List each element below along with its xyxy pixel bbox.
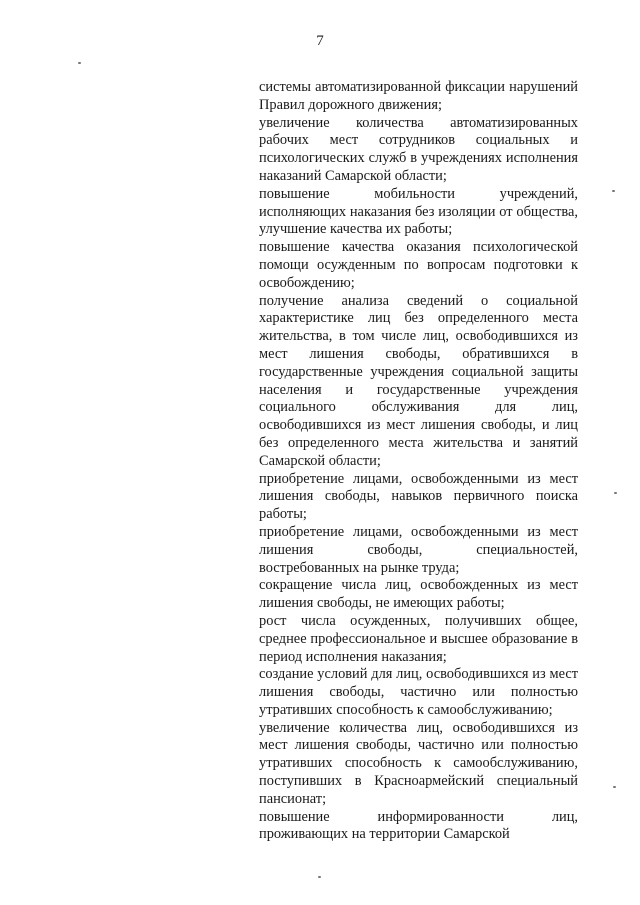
paragraph: повышение мобильности учреждений, исполняющих наказания без изоляции от общества, улучшение качества их работы;: [259, 185, 578, 238]
paragraph: системы автоматизированной фиксации нарушений Правил дорожного движения;: [259, 79, 578, 113]
paragraph: повышение качества оказания психологической помощи осужденным по вопросам подготовки к освобождению;: [259, 239, 578, 291]
paragraph: создание условий для лиц, освободившихся из мест лишения свободы, частично или полностью утративших способность к самообслуживанию;: [259, 666, 578, 718]
paragraph: приобретение лицами, освобожденными из мест лишения свободы, навыков первичного поиска работы;: [259, 470, 578, 523]
paragraph: повышение информированности лиц, проживающих на территории Самарской: [259, 808, 578, 843]
scan-speck: [78, 62, 81, 64]
scan-speck: [613, 786, 616, 788]
paragraph: сокращение числа лиц, освобожденных из мест лишения свободы, не имеющих работы;: [259, 577, 578, 612]
paragraph: увеличение количества лиц, освободившихся из мест лишения свободы, частично или полностью утративших способность к самообслуживанию, поступивших в Красноармейский специальный пансионат;: [259, 719, 578, 807]
paragraph: увеличение количества автоматизированных рабочих мест сотрудников социальных и психологических служб в учреждениях исполнения наказаний Самарской области;: [259, 114, 578, 184]
body-text: [259, 79, 578, 844]
scan-speck: [318, 876, 321, 878]
paragraph: рост числа осужденных, получивших общее, среднее профессиональное и высшее образование в период исполнения наказания;: [259, 612, 578, 665]
scan-speck: [612, 190, 615, 192]
scan-speck: [614, 492, 617, 494]
page-number: 7: [316, 33, 324, 49]
paragraph: приобретение лицами, освобожденными из мест лишения свободы, специальностей, востребованных на рынке труда;: [259, 523, 578, 576]
paragraph: получение анализа сведений о социальной характеристике лиц без определенного места жительства, в том числе лиц, освободившихся из мест лишения свободы, обратившихся в государственные учреждения социальной защиты населения и государственные учреждения социального обслуживания для лиц, освободившихся из мест лишения свободы, и лиц без определенного места жительства и занятий Самарской области;: [259, 292, 578, 469]
